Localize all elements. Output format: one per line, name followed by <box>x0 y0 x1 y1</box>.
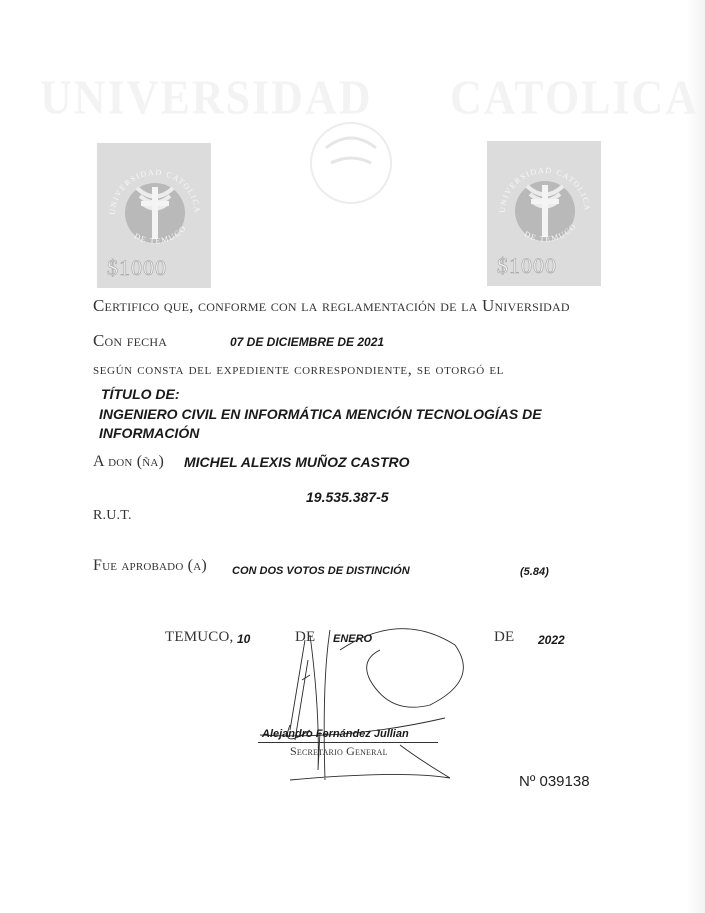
date-label: Con fecha <box>93 331 168 350</box>
approval-value: CON DOS VOTOS DE DISTINCIÓN <box>232 565 410 577</box>
title-label: TÍTULO DE: <box>101 386 180 402</box>
intro-line: Certifico que, conforme con la reglamentación de la Universidad <box>93 296 570 315</box>
signature-rule <box>258 742 438 743</box>
serial-number: Nº 039138 <box>519 773 590 790</box>
handwritten-signature <box>250 620 490 795</box>
stamp-ring-bottom: DE TEMUCO <box>132 223 189 246</box>
degree-name: INGENIERO CIVIL EN INFORMÁTICA MENCIÓN TECNOLOGÍAS DE INFORMACIÓN <box>99 406 542 441</box>
revenue-stamp-right <box>487 141 601 286</box>
record-line: según consta del expediente correspondiente, se otorgó el <box>93 361 504 378</box>
stamp-amount: $1000 <box>497 253 557 278</box>
stamp-ring-top: UNIVERSIDAD CATOLICA <box>107 167 203 216</box>
issue-de-1: DE <box>295 629 316 645</box>
stamp-amount: $1000 <box>107 255 167 280</box>
stamp-ring-bottom: DE TEMUCO <box>522 221 579 244</box>
signatory-role: Secretario General <box>290 744 388 758</box>
issue-city: TEMUCO, <box>165 629 234 645</box>
signatory-name: Alejandro Fernández Jullian <box>262 728 409 740</box>
revenue-stamp-left <box>97 143 211 288</box>
stamp-ring-top: UNIVERSIDAD CATOLICA <box>497 165 593 214</box>
watermark-left: UNIVERSIDAD <box>40 70 373 125</box>
date-value: 07 DE DICIEMBRE DE 2021 <box>230 335 385 349</box>
page-edge-shadow <box>687 0 705 913</box>
approval-label: Fue aprobado (a) <box>93 557 207 574</box>
issue-year: 2022 <box>538 633 565 647</box>
watermark-right: CATOLICA <box>450 70 700 125</box>
issue-day: 10 <box>237 632 251 646</box>
grade: (5.84) <box>520 566 549 578</box>
rut-label: R.U.T. <box>93 508 132 523</box>
issue-month: ENERO <box>333 633 373 645</box>
recipient-name: MICHEL ALEXIS MUÑOZ CASTRO <box>184 454 410 470</box>
recipient-label: A don (ña) <box>93 453 165 470</box>
rut-value: 19.535.387-5 <box>306 489 389 505</box>
issue-de-2: DE <box>494 629 515 645</box>
embossed-seal <box>296 118 406 213</box>
